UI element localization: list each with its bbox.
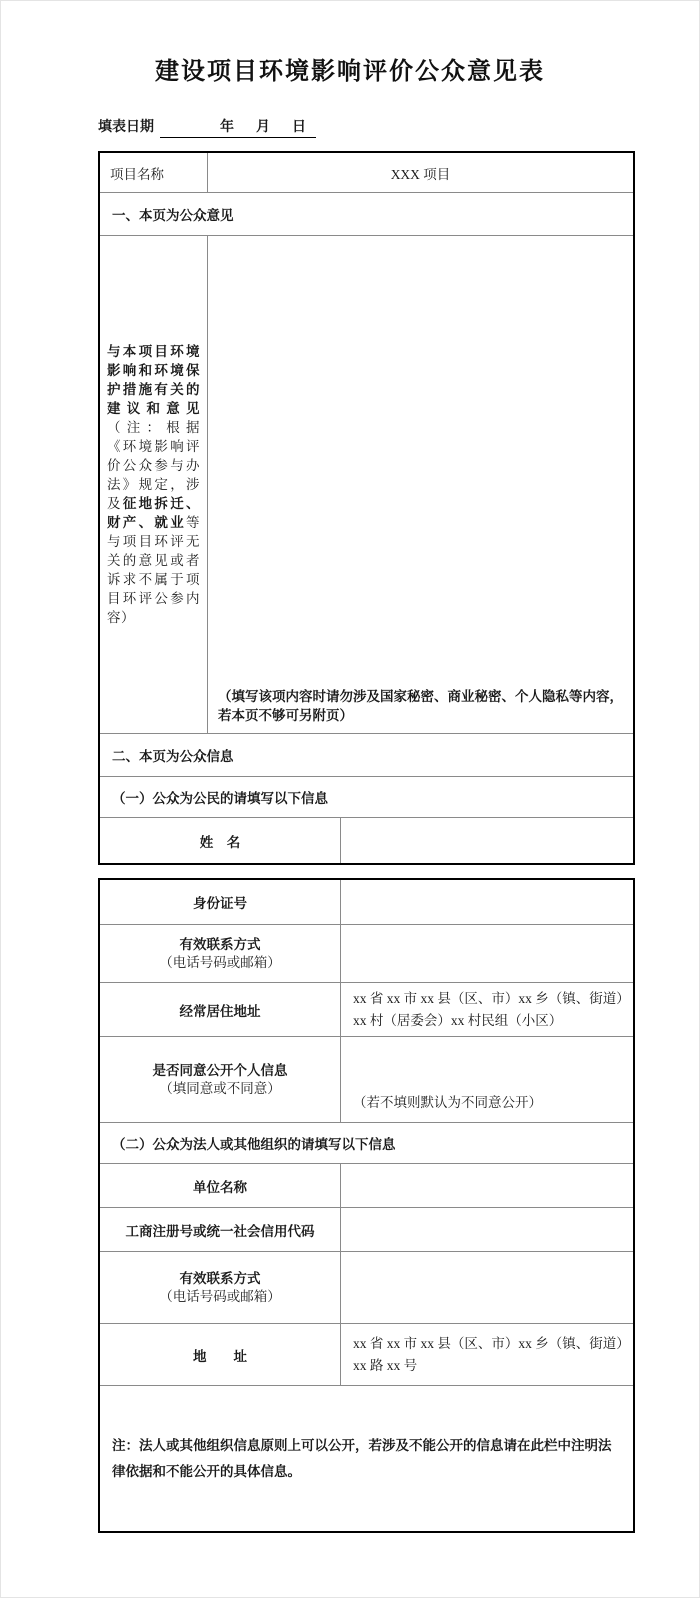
opinion-row: [100, 235, 633, 733]
org-name-row: [100, 1163, 633, 1207]
section-2-header-row: [100, 733, 633, 776]
id-number-row: [100, 880, 633, 924]
project-name-row: [100, 153, 633, 192]
name-label: 姓 名: [100, 818, 341, 863]
registration-input-cell[interactable]: [341, 1208, 633, 1251]
name-row: [100, 817, 633, 863]
org-contact-label-cell: [100, 1252, 341, 1323]
subsection-2-header-row: [100, 1122, 633, 1163]
org-contact-row: [100, 1251, 633, 1323]
consent-sublabel: （填同意或不同意）: [159, 1080, 281, 1096]
footer-note-row: [100, 1385, 633, 1531]
registration-label: 工商注册号或统一社会信用代码: [100, 1208, 341, 1251]
contact-row: [100, 924, 633, 982]
opinion-label-bold-part-2: 征地拆迁、财产、就业: [107, 496, 201, 530]
id-number-label: 身份证号: [100, 880, 341, 924]
opinion-label-normal-part-2: 等与项目环评无关的意见或者诉求不属于项目环评公参内容）: [107, 515, 200, 625]
consent-label: 是否同意公开个人信息: [152, 1062, 288, 1078]
residence-row: [100, 982, 633, 1036]
opinion-table: [98, 151, 635, 865]
fill-date-label: 填表日期: [98, 120, 154, 135]
org-address-label: 地 址: [100, 1324, 341, 1385]
contact-label: 有效联系方式: [179, 936, 261, 952]
registration-row: [100, 1207, 633, 1251]
opinion-label-bold-part-1: 与本项目环境影响和环境保护措施有关的建议和意见: [107, 344, 200, 416]
date-year-label: 年: [220, 120, 234, 135]
consent-row: [100, 1036, 633, 1122]
date-day-label: 日: [292, 120, 306, 135]
contact-sublabel: （电话号码或邮箱）: [159, 954, 281, 970]
org-address-value: xx 省 xx 市 xx 县（区、市）xx 乡（镇、街道）xx 路 xx 号: [353, 1335, 623, 1373]
org-name-label: 单位名称: [100, 1164, 341, 1207]
section-1-header: 一、本页为公众意见: [112, 208, 234, 223]
consent-default-note: （若不填则默认为不同意公开）: [353, 1095, 542, 1110]
consent-label-cell: [100, 1037, 341, 1122]
form-title: 建设项目环境影响评价公众意见表: [155, 59, 545, 85]
id-number-input-cell[interactable]: [341, 880, 633, 924]
subsection-1-header-row: [100, 776, 633, 817]
residence-value: xx 省 xx 市 xx 县（区、市）xx 乡（镇、街道）xx 村（居委会）xx 村民组（小区）: [353, 990, 623, 1028]
org-address-row: [100, 1323, 633, 1385]
footer-disclosure-note: 注：法人或其他组织信息原则上可以公开，若涉及不能公开的信息请在此栏中注明法律依据和不能公开的具体信息。: [112, 1437, 612, 1479]
date-month-label: 月: [256, 120, 270, 135]
subsection-1-header: （一）公众为公民的请填写以下信息: [112, 791, 328, 806]
fill-date-line: [98, 116, 699, 138]
project-name-value: XXX 项目: [390, 166, 451, 182]
org-name-input-cell[interactable]: [341, 1164, 633, 1207]
fill-date-blank-field[interactable]: [160, 116, 316, 138]
org-contact-input-cell[interactable]: [341, 1252, 633, 1323]
section-1-header-row: [100, 192, 633, 235]
subsection-2-header: （二）公众为法人或其他组织的请填写以下信息: [112, 1137, 396, 1152]
project-name-label: 项目名称: [100, 153, 208, 192]
opinion-confidentiality-note: （填写该项内容时请勿涉及国家秘密、商业秘密、个人隐私等内容，若本页不够可另附页）: [218, 689, 623, 723]
opinion-label: [100, 236, 208, 733]
opinion-input-cell[interactable]: [208, 236, 633, 733]
public-info-table: [98, 878, 635, 1533]
consent-input-cell[interactable]: [341, 1037, 633, 1122]
contact-input-cell[interactable]: [341, 925, 633, 982]
org-contact-label: 有效联系方式: [179, 1270, 261, 1286]
residence-label: 经常居住地址: [100, 983, 341, 1036]
name-input-cell[interactable]: [341, 818, 633, 863]
opinion-label-normal-part-1: （注：根据《环境影响评价公众参与办法》规定，涉及: [107, 420, 200, 511]
org-contact-sublabel: （电话号码或邮箱）: [159, 1288, 281, 1304]
contact-label-cell: [100, 925, 341, 982]
section-2-header: 二、本页为公众信息: [112, 749, 234, 764]
